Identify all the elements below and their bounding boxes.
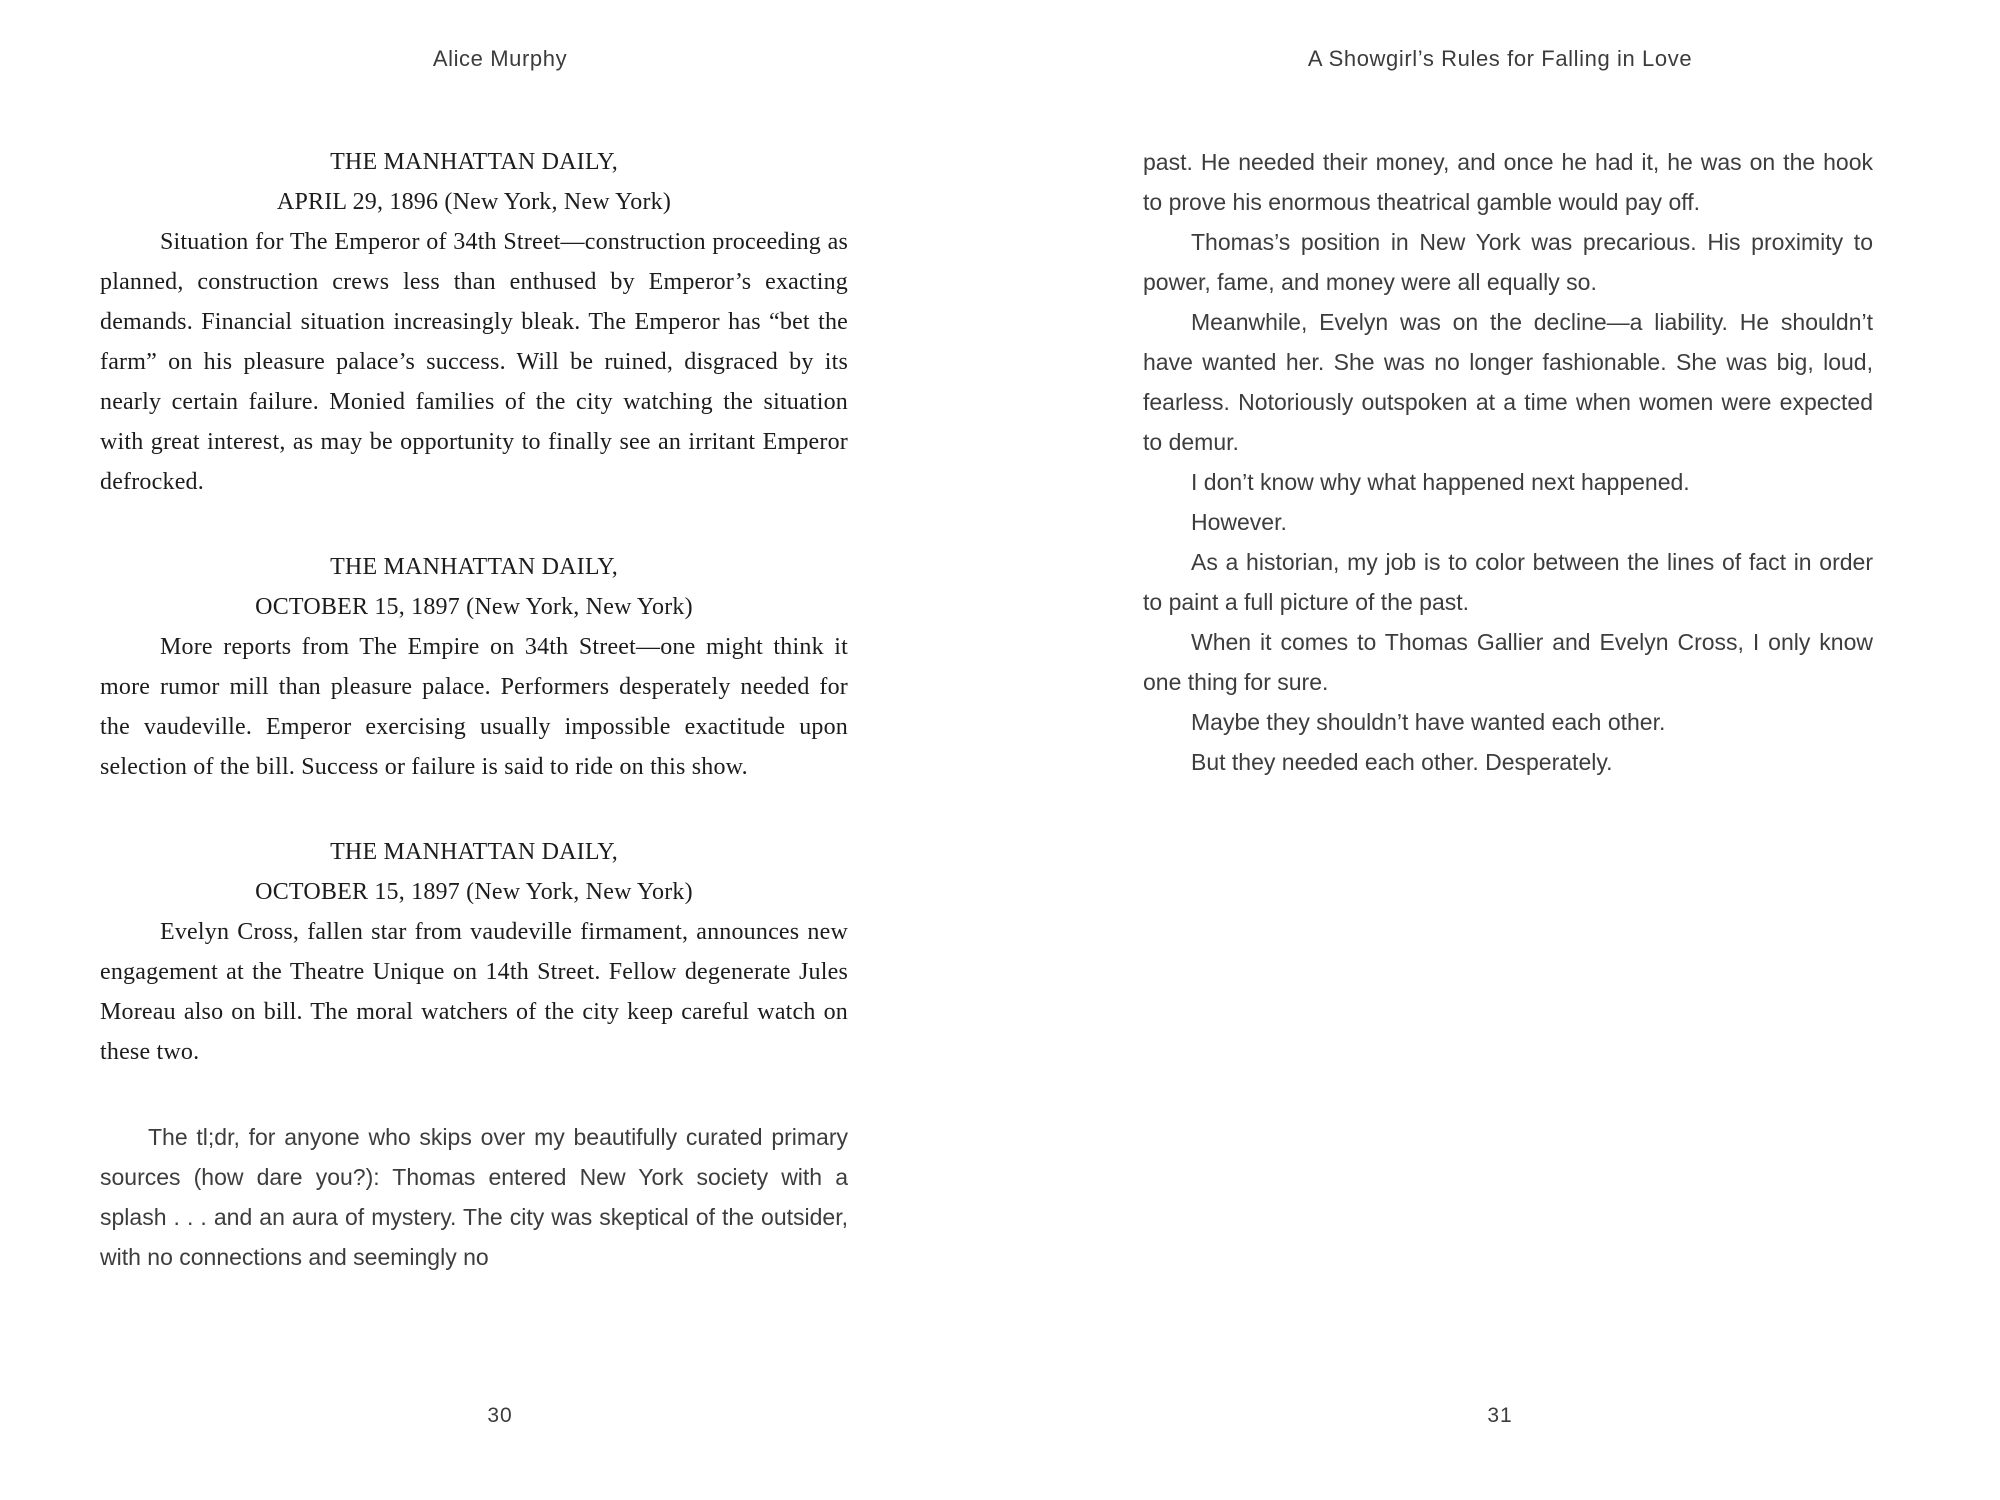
body-paragraph: Maybe they shouldn’t have wanted each other. xyxy=(1191,709,1666,735)
excerpt-body: More reports from The Empire on 34th Street—one might think it more rumor mill than pleasure palace. Performers desperately needed for the vaudeville. Emperor exercising usually impossible exactitude upon selection of the bill. Success or failure is said to ride on this show. xyxy=(100,634,848,780)
narration-paragraph: The tl;dr, for anyone who skips over my beautifully curated primary sources (how dare you?): Thomas entered New York society with a splash . . . and an aura of mystery. The city was skeptical of the outsider, with no connections and seemingly no xyxy=(100,1124,848,1270)
body-paragraph: As a historian, my job is to color between the lines of fact in order to paint a full picture of the past. xyxy=(1143,549,1873,615)
newspaper-excerpt xyxy=(100,832,848,1072)
body-paragraph: I don’t know why what happened next happened. xyxy=(1191,469,1690,495)
body-paragraph: past. He needed their money, and once he had it, he was on the hook to prove his enormous theatrical gamble would pay off. xyxy=(1143,149,1873,215)
body-paragraph: However. xyxy=(1191,509,1287,535)
page-number-right: 31 xyxy=(1487,1404,1513,1427)
page-number-left: 30 xyxy=(487,1404,513,1427)
excerpt-dateline: OCTOBER 15, 1897 (New York, New York) xyxy=(255,594,693,620)
running-header-title: A Showgirl’s Rules for Falling in Love xyxy=(1307,46,1693,71)
excerpt-dateline: OCTOBER 15, 1897 (New York, New York) xyxy=(255,879,693,905)
body-paragraph: Thomas’s position in New York was precarious. His proximity to power, fame, and money were all equally so. xyxy=(1143,229,1873,295)
excerpt-body: Situation for The Emperor of 34th Street—construction proceeding as planned, construction crews less than enthused by Emperor’s exacting demands. Financial situation increasingly bleak. The Emperor has “bet the farm” on his pleasure palace’s success. Will be ruined, disgraced by its nearly certain failure. Monied families of the city watching the situation with great interest, as may be opportunity to finally see an irritant Emperor defrocked. xyxy=(100,229,848,495)
body-paragraph: Meanwhile, Evelyn was on the decline—a liability. He shouldn’t have wanted her. She was no longer fashionable. She was big, loud, fearless. Notoriously outspoken at a time when women were expected to demur. xyxy=(1143,309,1873,455)
left-text-column xyxy=(100,142,848,1277)
newspaper-excerpt xyxy=(100,547,848,787)
running-header-author: Alice Murphy xyxy=(432,46,568,71)
excerpt-source: THE MANHATTAN DAILY, xyxy=(330,554,618,580)
right-text-column xyxy=(1143,142,1873,782)
book-page-right xyxy=(1000,0,2000,1500)
body-paragraph: When it comes to Thomas Gallier and Evelyn Cross, I only know one thing for sure. xyxy=(1143,629,1873,695)
excerpt-source: THE MANHATTAN DAILY, xyxy=(330,149,618,175)
newspaper-excerpt xyxy=(100,142,848,502)
excerpt-source: THE MANHATTAN DAILY, xyxy=(330,839,618,865)
body-paragraph: But they needed each other. Desperately. xyxy=(1191,749,1613,775)
excerpt-dateline: APRIL 29, 1896 (New York, New York) xyxy=(276,189,672,215)
excerpt-body: Evelyn Cross, fallen star from vaudeville firmament, announces new engagement at the Theatre Unique on 14th Street. Fellow degenerate Jules Moreau also on bill. The moral watchers of the city keep careful watch on these two. xyxy=(100,919,848,1065)
